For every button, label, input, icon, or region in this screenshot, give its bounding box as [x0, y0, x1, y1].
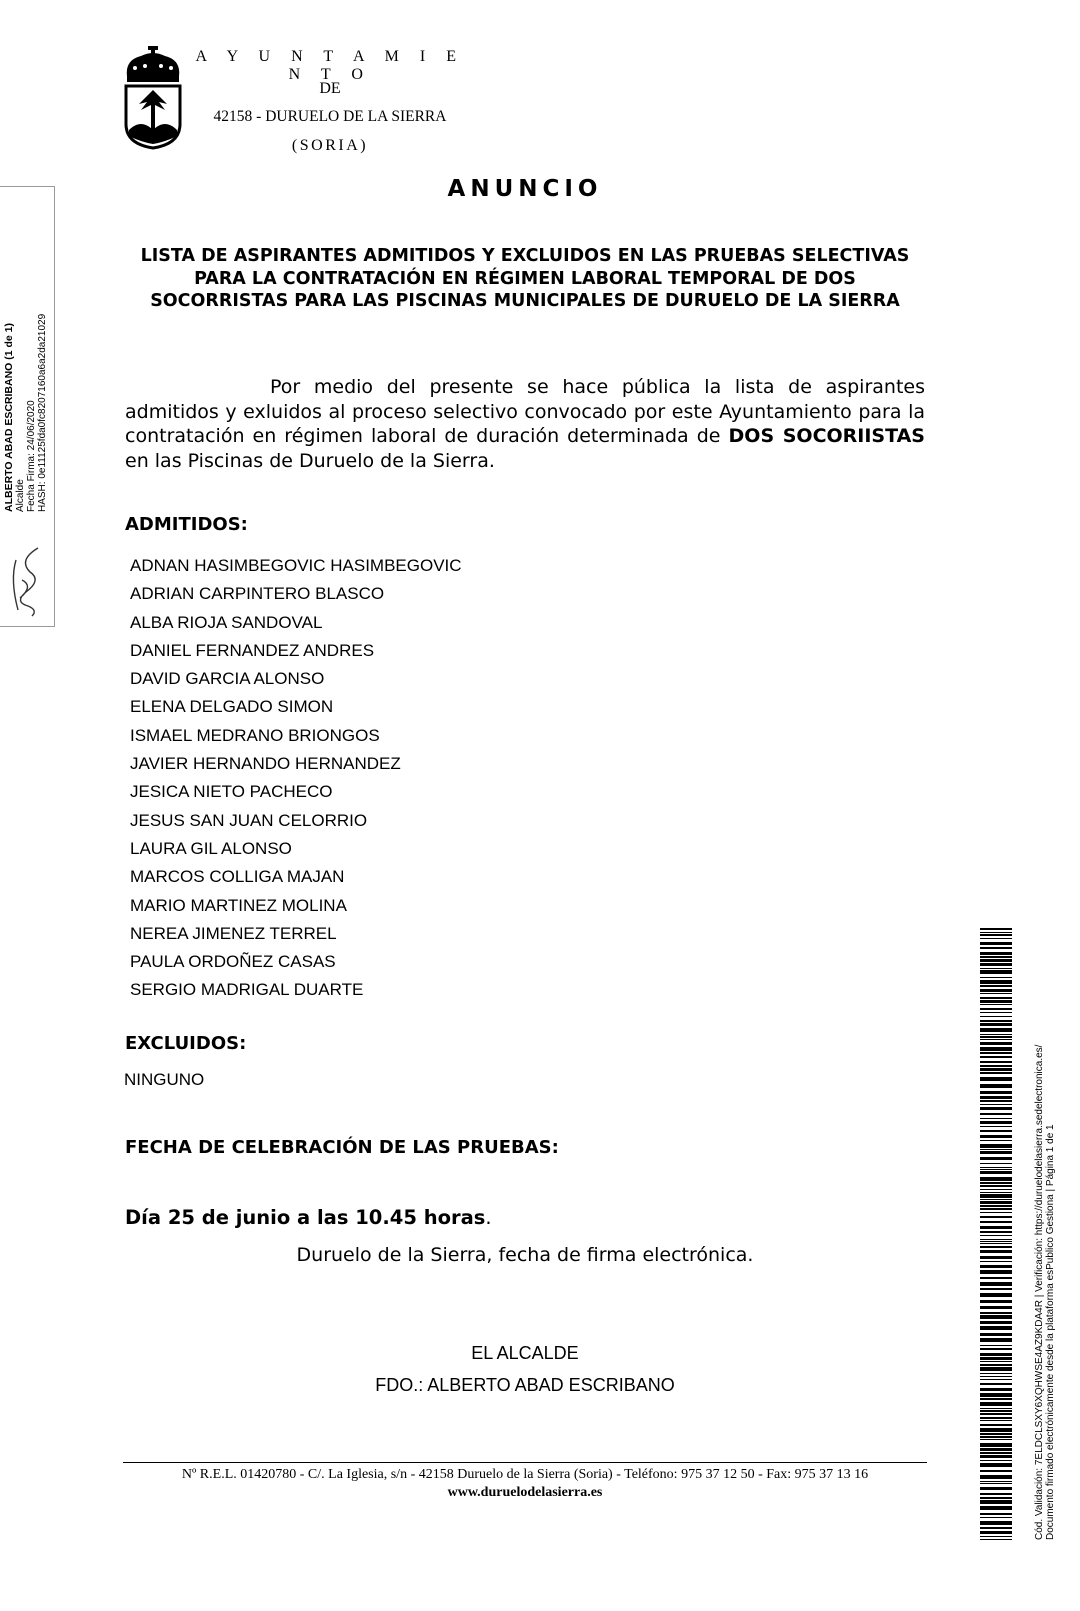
- validation-barcode-icon: [980, 928, 1012, 1540]
- validation-code: Cód. Validación: 7ELDCLSXY6XQHWSE4AZ9KDA4R | Verificación: https://duruelodelasierra.sedelectronica.es/: [1034, 1044, 1045, 1540]
- list-item: MARIO MARTINEZ MOLINA: [130, 895, 347, 915]
- footer-website: www.duruelodelasierra.es: [447, 1485, 603, 1500]
- pruebas-date: [125, 1206, 492, 1229]
- signature-role: Alcalde: [15, 479, 26, 512]
- header-municipality: 42158 - DURUELO DE LA SIERRA: [213, 108, 447, 125]
- signature-hash: HASH: 0e11125fda0fc8207160a6a2da21029: [37, 313, 48, 512]
- intro-paragraph: [125, 375, 925, 473]
- handwritten-signature-icon: [8, 540, 48, 620]
- signature-name: ALBERTO ABAD ESCRIBANO (1 de 1): [3, 322, 15, 512]
- coat-of-arms-logo: [121, 46, 185, 150]
- list-item: LAURA GIL ALONSO: [130, 838, 292, 858]
- list-item: ELENA DELGADO SIMON: [130, 697, 334, 717]
- admitidos-heading: ADMITIDOS:: [125, 514, 248, 535]
- closing-role: EL ALCALDE: [471, 1343, 579, 1363]
- pruebas-date-tail: .: [485, 1206, 492, 1229]
- list-item: ISMAEL MEDRANO BRIONGOS: [130, 725, 380, 745]
- list-item: ADRIAN CARPINTERO BLASCO: [130, 584, 385, 604]
- list-item: DAVID GARCIA ALONSO: [130, 669, 325, 689]
- list-item: NEREA JIMENEZ TERREL: [130, 923, 337, 943]
- header-province: (SORIA): [291, 137, 369, 154]
- intro-text: Por medio del presente se hace pública la lista de aspirantes admitidos y exluidos al proceso selectivo convocado por este Ayuntamiento para la contratación en régimen laboral de duración determinada de: [125, 376, 925, 447]
- header-de: DE: [319, 80, 341, 97]
- intro-tail: en las Piscinas de Duruelo de la Sierra.: [125, 449, 495, 472]
- header-ayuntamiento: A Y U N T A M I E N T O: [195, 48, 465, 83]
- footer-address: Nº R.E.L. 01420780 - C/. La Iglesia, s/n - 42158 Duruelo de la Sierra (Soria) - Teléfono: 975 37 12 50 - Fax: 975 37 13 16: [181, 1467, 869, 1482]
- list-item: ALBA RIOJA SANDOVAL: [130, 612, 323, 632]
- closing-signer: FDO.: ALBERTO ABAD ESCRIBANO: [375, 1375, 675, 1395]
- document-subject: LISTA DE ASPIRANTES ADMITIDOS Y EXCLUIDOS EN LAS PRUEBAS SELECTIVAS PARA LA CONTRATACIÓN EN RÉGIMEN LABORAL TEMPORAL DE DOS SOCORRISTAS PARA LAS PISCINAS MUNICIPALES DE DURUELO DE LA SIERRA: [140, 246, 910, 311]
- list-item: JESUS SAN JUAN CELORRIO: [130, 810, 368, 830]
- admitidos-list: [130, 552, 462, 1005]
- excluidos-heading: EXCLUIDOS:: [125, 1033, 247, 1054]
- list-item: DANIEL FERNANDEZ ANDRES: [130, 640, 375, 660]
- list-item: ADNAN HASIMBEGOVIC HASIMBEGOVIC: [130, 556, 462, 575]
- closing-place: Duruelo de la Sierra, fecha de firma electrónica.: [296, 1244, 754, 1266]
- validation-platform: Documento firmado electrónicamente desde la plataforma esPublico Gestiona | Página 1 de 1: [1045, 1124, 1056, 1540]
- list-item: PAULA ORDOÑEZ CASAS: [130, 952, 336, 972]
- excluidos-value: NINGUNO: [124, 1070, 205, 1089]
- pruebas-date-bold: Día 25 de junio a las 10.45 horas: [125, 1206, 486, 1229]
- pruebas-heading: FECHA DE CELEBRACIÓN DE LAS PRUEBAS:: [125, 1137, 559, 1158]
- intro-bold: DOS SOCORIISTAS: [728, 425, 925, 447]
- list-item: JESICA NIETO PACHECO: [130, 782, 333, 802]
- footer-divider: [123, 1462, 927, 1463]
- signature-date: Fecha Firma: 24/06/2020: [26, 400, 37, 512]
- list-item: JAVIER HERNANDO HERNANDEZ: [130, 754, 401, 774]
- list-item: SERGIO MADRIGAL DUARTE: [130, 980, 364, 1000]
- list-item: MARCOS COLLIGA MAJAN: [130, 867, 345, 887]
- document-title: ANUNCIO: [447, 176, 603, 202]
